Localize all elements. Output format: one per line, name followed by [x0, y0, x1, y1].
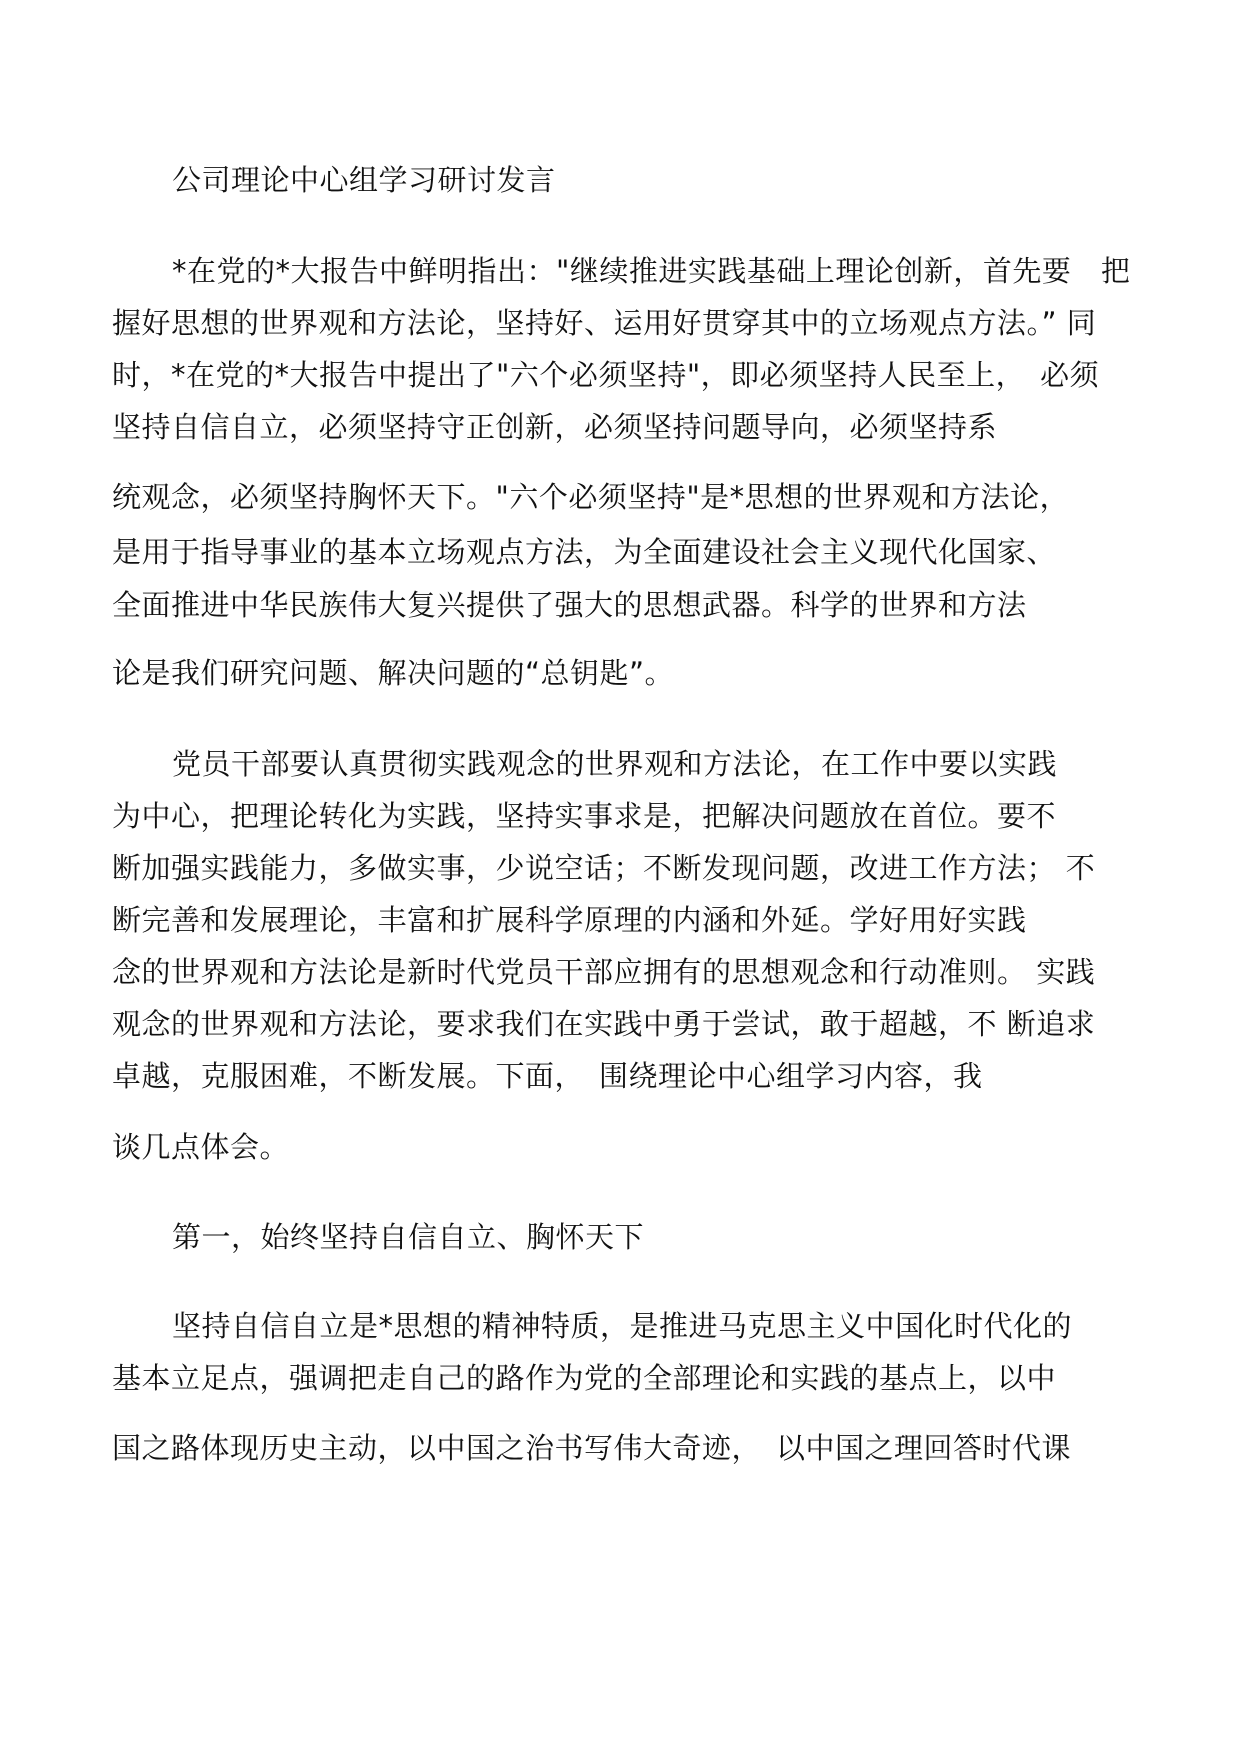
paragraph-line: 党员干部要认真贯彻实践观念的世界观和方法论，在工作中要以实践 [172, 747, 1058, 781]
paragraph-line: 卓越，克服困难，不断发展。下面， 围绕理论中心组学习内容，我 [112, 1059, 983, 1093]
paragraph-line: 为中心，把理论转化为实践，坚持实事求是，把解决问题放在首位。要不 [112, 799, 1057, 833]
section-heading: 第一，始终坚持自信自立、胸怀天下 [172, 1220, 645, 1254]
paragraph-line: 论是我们研究问题、解决问题的“总钥匙”。 [112, 656, 675, 690]
paragraph-line: 时，*在党的*大报告中提出了"六个必须坚持"，即必须坚持人民至上， 必须 [112, 358, 1100, 392]
paragraph-line: 基本立足点，强调把走自己的路作为党的全部理论和实践的基点上，以中 [112, 1361, 1057, 1395]
paragraph-line: 全面推进中华民族伟大复兴提供了强大的思想武器。科学的世界和方法 [112, 588, 1027, 622]
document-title: 公司理论中心组学习研讨发言 [172, 163, 556, 197]
paragraph-line: 国之路体现历史主动，以中国之治书写伟大奇迹， 以中国之理回答时代课 [112, 1431, 1072, 1465]
paragraph-line: 谈几点体会。 [112, 1130, 290, 1164]
paragraph-line: 统观念，必须坚持胸怀天下。"六个必须坚持"是*思想的世界观和方法论， [112, 480, 1070, 514]
paragraph-line: 断加强实践能力，多做实事，少说空话；不断发现问题，改进工作方法； 不 [112, 851, 1096, 885]
paragraph-line: 坚持自信自立，必须坚持守正创新，必须坚持问题导向，必须坚持系 [112, 410, 998, 444]
paragraph-line: 坚持自信自立是*思想的精神特质，是推进马克思主义中国化时代化的 [172, 1309, 1073, 1343]
paragraph-line: *在党的*大报告中鲜明指出："继续推进实践基础上理论创新，首先要 把 [172, 254, 1131, 288]
paragraph-line: 断完善和发展理论，丰富和扩展科学原理的内涵和外延。学好用好实践 [112, 903, 1027, 937]
paragraph-line: 观念的世界观和方法论，要求我们在实践中勇于尝试，敢于超越，不 断追求 [112, 1007, 1096, 1041]
paragraph-line: 是用于指导事业的基本立场观点方法，为全面建设社会主义现代化国家、 [112, 535, 1057, 569]
paragraph-line: 念的世界观和方法论是新时代党员干部应拥有的思想观念和行动准则。 实践 [112, 955, 1096, 989]
paragraph-line: 握好思想的世界观和方法论，坚持好、运用好贯穿其中的立场观点方法。” 同 [112, 306, 1097, 340]
